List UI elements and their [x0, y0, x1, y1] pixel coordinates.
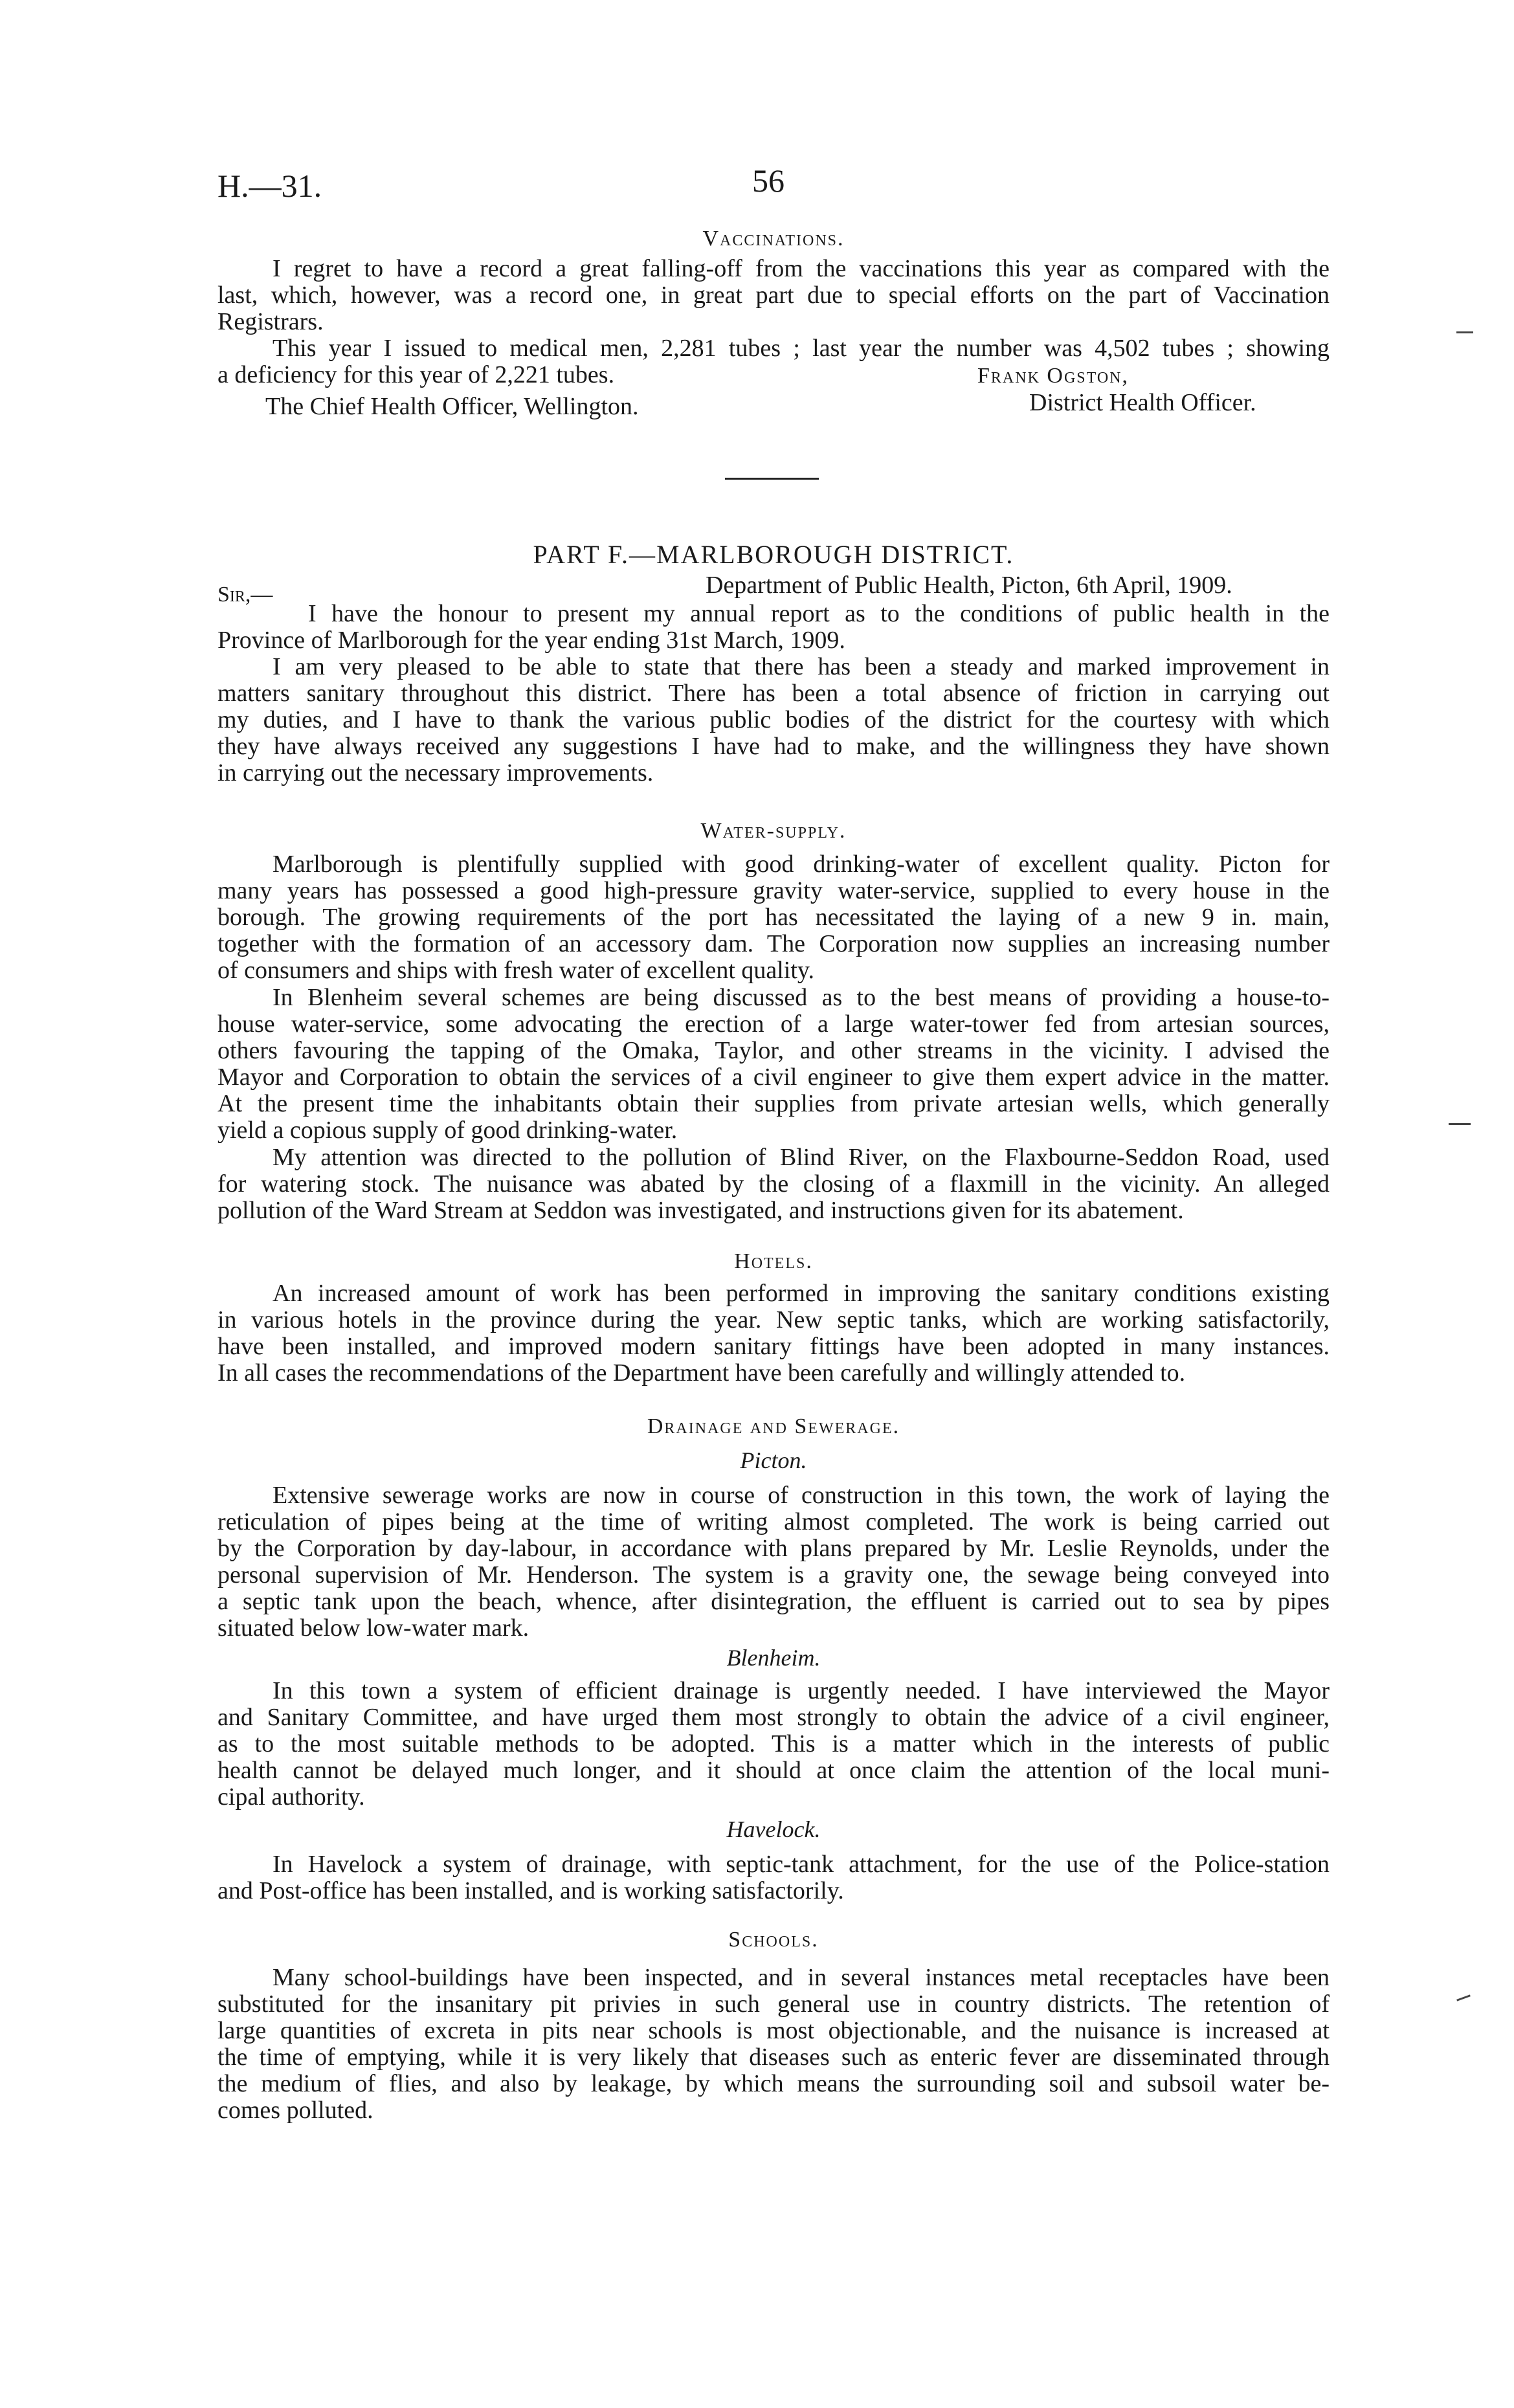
section-heading-hotels: Hotels.: [734, 1249, 813, 1273]
text-line: In Blenheim several schemes are being discussed as to the best means of providing a house-to-: [273, 984, 1330, 1011]
section-heading-drainage: Drainage and Sewerage.: [647, 1414, 900, 1438]
margin-mark: [1456, 1994, 1471, 2001]
salutation: Sir,—: [217, 583, 273, 607]
signature-name: Frank Ogston,: [977, 364, 1130, 388]
text-line: My attention was directed to the pollution of Blind River, on the Flaxbourne-Seddon Road, used: [273, 1144, 1330, 1171]
text-line: In all cases the recommendations of the Department have been carefully and willingly attended to.: [217, 1359, 1186, 1387]
subheading-picton: Picton.: [740, 1447, 807, 1473]
subheading-havelock: Havelock.: [726, 1816, 821, 1842]
text-line: reticulation of pipes being at the time of writing almost completed. The work is being carried out: [217, 1508, 1330, 1535]
paragraph-schools: [217, 1965, 1330, 2124]
text-line: they have always received any suggestions I have had to make, and the willingness they have shown: [217, 733, 1330, 760]
text-line: An increased amount of work has been performed in improving the sanitary conditions existing: [273, 1280, 1330, 1307]
text-line: Extensive sewerage works are now in course of construction in this town, the work of laying the: [273, 1482, 1330, 1509]
text-line: Mayor and Corporation to obtain the services of a civil engineer to give them expert advice in the matter.: [217, 1064, 1330, 1091]
text-line: health cannot be delayed much longer, and it should at once claim the attention of the local muni-: [217, 1757, 1330, 1784]
text-line: situated below low-water mark.: [217, 1614, 529, 1642]
paragraph-vaccinations-2: [217, 335, 1330, 388]
paragraph-water-2: [217, 985, 1330, 1144]
text-line: the time of emptying, while it is very likely that diseases such as enteric fever are disseminated through: [217, 2044, 1330, 2071]
text-line: a septic tank upon the beach, whence, after disintegration, the effluent is carried out to sea by pipes: [217, 1588, 1330, 1615]
paragraph-picton: [217, 1482, 1330, 1642]
addressee: The Chief Health Officer, Wellington.: [265, 393, 639, 420]
paragraph-water-3: [217, 1144, 1330, 1224]
section-heading-vaccinations: Vaccinations.: [702, 227, 845, 251]
text-line: as to the most suitable methods to be adopted. This is a matter which in the interests of public: [217, 1730, 1330, 1757]
text-line: in various hotels in the province during the year. New septic tanks, which are working satisfactorily,: [217, 1306, 1330, 1333]
report-reference: H.—31.: [217, 168, 322, 204]
text-line: This year I issued to medical men, 2,281 tubes ; last year the number was 4,502 tubes ; showing: [273, 335, 1330, 362]
text-line: many years has possessed a good high-pressure gravity water-service, supplied to every house in the: [217, 877, 1330, 904]
text-line: personal supervision of Mr. Henderson. The system is a gravity one, the sewage being conveyed into: [217, 1561, 1330, 1589]
subheading-blenheim: Blenheim.: [726, 1645, 821, 1671]
section-divider: [725, 478, 819, 480]
text-line: Marlborough is plentifully supplied with good drinking-water of excellent quality. Picton for: [273, 851, 1330, 878]
text-line: Many school-buildings have been inspected, and in several instances metal receptacles have been: [273, 1964, 1330, 1991]
text-line: In Havelock a system of drainage, with septic-tank attachment, for the use of the Police-station: [273, 1851, 1330, 1878]
text-line: At the present time the inhabitants obtain their supplies from private artesian wells, which generally: [217, 1090, 1330, 1117]
text-line: and Post-office has been installed, and is working satisfactorily.: [217, 1877, 844, 1904]
text-line: I am very pleased to be able to state that there has been a steady and marked improvement in: [273, 653, 1330, 680]
margin-mark: [1456, 331, 1473, 333]
text-line: cipal authority.: [217, 1783, 365, 1811]
paragraph-vaccinations-1: [217, 256, 1330, 335]
section-heading-water-supply: Water-supply.: [700, 819, 847, 843]
paragraph-hotels: [217, 1280, 1330, 1387]
text-line: in carrying out the necessary improvements.: [217, 759, 654, 786]
text-line: I have the honour to present my annual report as to the conditions of public health in the: [308, 600, 1330, 627]
text-line: by the Corporation by day-labour, in accordance with plans prepared by Mr. Leslie Reynolds, under the: [217, 1535, 1330, 1562]
text-line: last, which, however, was a record one, in great part due to special efforts on the part of Vaccination: [217, 282, 1330, 309]
text-line: the medium of flies, and also by leakage, by which means the surrounding soil and subsoil water be-: [217, 2070, 1330, 2097]
paragraph-water-1: [217, 851, 1330, 984]
text-line: together with the formation of an accessory dam. The Corporation now supplies an increasing number: [217, 930, 1330, 957]
text-line: a deficiency for this year of 2,221 tubes.: [217, 361, 615, 388]
text-line: my duties, and I have to thank the various public bodies of the district for the courtesy with which: [217, 706, 1330, 733]
text-line: and Sanitary Committee, and have urged them most strongly to obtain the advice of a civil engineer,: [217, 1704, 1330, 1731]
text-line: matters sanitary throughout this district. There has been a total absence of friction in carrying out: [217, 680, 1330, 707]
text-line: of consumers and ships with fresh water of excellent quality.: [217, 957, 814, 984]
paragraph-havelock: [217, 1851, 1330, 1904]
page-number: 56: [752, 162, 785, 199]
section-heading-schools: Schools.: [728, 1928, 819, 1952]
text-line: have been installed, and improved modern sanitary fittings have been adopted in many instances.: [217, 1333, 1330, 1360]
text-line: In this town a system of efficient drainage is urgently needed. I have interviewed the Mayor: [273, 1677, 1330, 1704]
margin-mark: [1449, 1123, 1471, 1125]
dateline: Department of Public Health, Picton, 6th April, 1909.: [706, 572, 1232, 599]
text-line: house water-service, some advocating the erection of a large water-tower fed from artesian sources,: [217, 1010, 1330, 1038]
text-line: others favouring the tapping of the Omaka, Taylor, and other streams in the vicinity. I advised the: [217, 1037, 1330, 1064]
text-line: comes polluted.: [217, 2097, 373, 2124]
text-line: I regret to have a record a great falling-off from the vaccinations this year as compared with the: [273, 255, 1330, 282]
text-line: substituted for the insanitary pit privies in such general use in country districts. The retention of: [217, 1990, 1330, 2018]
paragraph-intro-1: [217, 601, 1330, 654]
paragraph-intro-2: [217, 654, 1330, 786]
part-title: PART F.—MARLBOROUGH DISTRICT.: [533, 540, 1014, 569]
text-line: Registrars.: [217, 308, 324, 335]
text-line: borough. The growing requirements of the port has necessitated the laying of a new 9 in. main,: [217, 904, 1330, 931]
text-line: for watering stock. The nuisance was abated by the closing of a flaxmill in the vicinity. An alleged: [217, 1170, 1330, 1198]
signature-title: District Health Officer.: [1029, 389, 1256, 416]
text-line: large quantities of excreta in pits near schools is most objectionable, and the nuisance is increased at: [217, 2017, 1330, 2044]
paragraph-blenheim: [217, 1678, 1330, 1811]
text-line: Province of Marlborough for the year ending 31st March, 1909.: [217, 627, 845, 654]
text-line: pollution of the Ward Stream at Seddon was investigated, and instructions given for its abatement.: [217, 1197, 1184, 1224]
text-line: yield a copious supply of good drinking-water.: [217, 1117, 678, 1144]
